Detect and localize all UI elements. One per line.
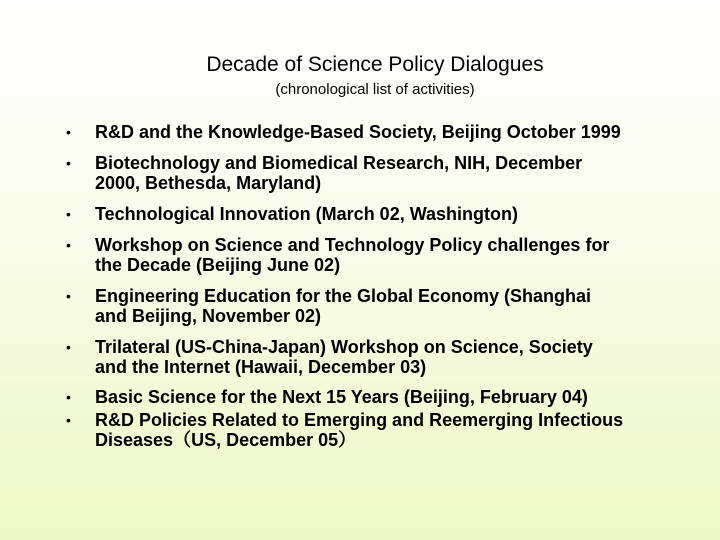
slide-subtitle: (chronological list of activities) xyxy=(275,81,475,98)
list-item-text: Technological Innovation (March 02, Washington) xyxy=(95,204,519,224)
list-item-text: R&D Policies Related to Emerging and Reemerging Infectious Diseases（US, December 05） xyxy=(95,410,624,450)
bullet-icon: • xyxy=(66,155,71,171)
bullet-icon: • xyxy=(66,237,71,253)
bullet-icon: • xyxy=(66,124,71,140)
list-item-text: Biotechnology and Biomedical Research, NIH, December 2000, Bethesda, Maryland) xyxy=(95,153,583,193)
bullet-icon: • xyxy=(66,339,71,355)
list-item-text: Basic Science for the Next 15 Years (Beijing, February 04) xyxy=(95,387,588,407)
bullet-icon: • xyxy=(66,389,71,405)
bullet-icon: • xyxy=(66,412,71,428)
list-item-text: Engineering Education for the Global Economy (Shanghai and Beijing, November 02) xyxy=(95,286,592,326)
bullet-icon: • xyxy=(66,288,71,304)
slide-title: Decade of Science Policy Dialogues xyxy=(206,53,544,76)
bullet-icon: • xyxy=(66,206,71,222)
list-item-text: Trilateral (US-China-Japan) Workshop on Science, Society and the Internet (Hawaii, December 03) xyxy=(95,337,593,377)
list-item-text: Workshop on Science and Technology Policy challenges for the Decade (Beijing June 02) xyxy=(95,235,610,275)
list-item-text: R&D and the Knowledge-Based Society, Beijing October 1999 xyxy=(95,122,621,142)
